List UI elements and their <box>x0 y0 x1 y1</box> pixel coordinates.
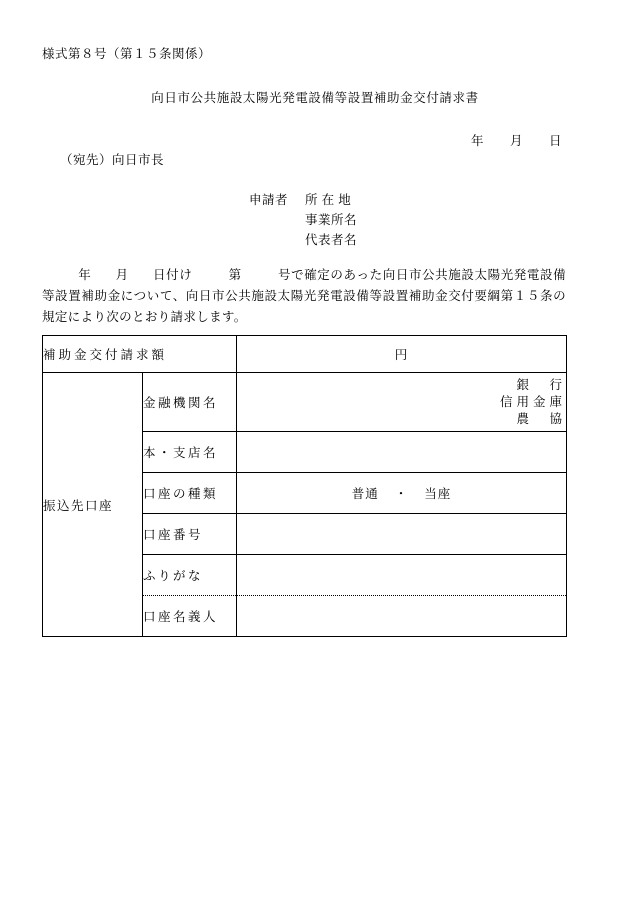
transfer-account-label: 振込先口座 <box>43 373 143 637</box>
applicant-row <box>0 190 630 210</box>
account-type-option-futsu[interactable]: 普通 <box>351 487 379 501</box>
applicant-address-label: 所 在 地 <box>305 193 352 207</box>
applicant-label: 申請者 <box>249 193 289 207</box>
document-title: 向日市公共施設太陽光発電設備等設置補助金交付請求書 <box>151 91 479 105</box>
account-number-input[interactable] <box>237 514 567 555</box>
body-year: 年 <box>78 268 92 282</box>
account-type-label: 口座の種類 <box>143 473 237 514</box>
date-day: 日 <box>548 134 562 148</box>
account-type-options[interactable] <box>237 473 567 514</box>
branch-name-input[interactable] <box>237 432 567 473</box>
furigana-label: ふりがな <box>143 555 237 596</box>
bank-option-nokyo[interactable]: 農 協 <box>516 411 567 426</box>
applicant-row <box>0 210 630 230</box>
applicant-office-name-label: 事業所名 <box>305 213 358 227</box>
applicant-row <box>0 230 630 250</box>
bank-type-options[interactable] <box>237 373 567 432</box>
request-form-table <box>42 335 567 637</box>
table-row-request-amount <box>43 336 567 373</box>
addressee: （宛先）向日市長 <box>60 153 165 167</box>
account-type-option-toza[interactable]: 当座 <box>424 487 452 501</box>
body-line2: 補助金について、向日市公共施設太陽光発電設備等設置補助金交付要綱第１５条の規定により次のと <box>42 289 566 324</box>
body-text <box>42 265 566 328</box>
request-amount-label: 補助金交付請求額 <box>43 336 237 373</box>
branch-name-label: 本・支店名 <box>143 432 237 473</box>
date-line <box>471 131 562 149</box>
account-holder-label: 口座名義人 <box>143 596 237 637</box>
body-number-label: 第 <box>228 268 242 282</box>
account-type-separator: ・ <box>394 487 409 501</box>
bank-option-bank[interactable]: 銀 行 <box>516 377 567 392</box>
table-row-bank-name <box>43 373 567 432</box>
request-amount-input[interactable]: 円 <box>237 336 567 373</box>
applicant-block <box>0 190 630 250</box>
date-month: 月 <box>509 134 523 148</box>
applicant-representative-label: 代表者名 <box>305 233 358 247</box>
form-number: 様式第８号（第１５条関係） <box>42 47 212 61</box>
body-line1-rest: 号で確定のあった向日市公共施設太陽光発電設備等設置 <box>42 268 566 303</box>
body-month: 月 <box>115 268 129 282</box>
bank-option-shinkin[interactable]: 信用金庫 <box>500 394 567 409</box>
bank-name-label: 金融機関名 <box>143 373 237 432</box>
furigana-input[interactable] <box>237 555 567 596</box>
account-holder-input[interactable] <box>237 596 567 637</box>
body-day: 日付け <box>152 268 193 282</box>
body-line3: おり請求します。 <box>144 310 247 324</box>
account-number-label: 口座番号 <box>143 514 237 555</box>
date-year: 年 <box>470 134 484 148</box>
